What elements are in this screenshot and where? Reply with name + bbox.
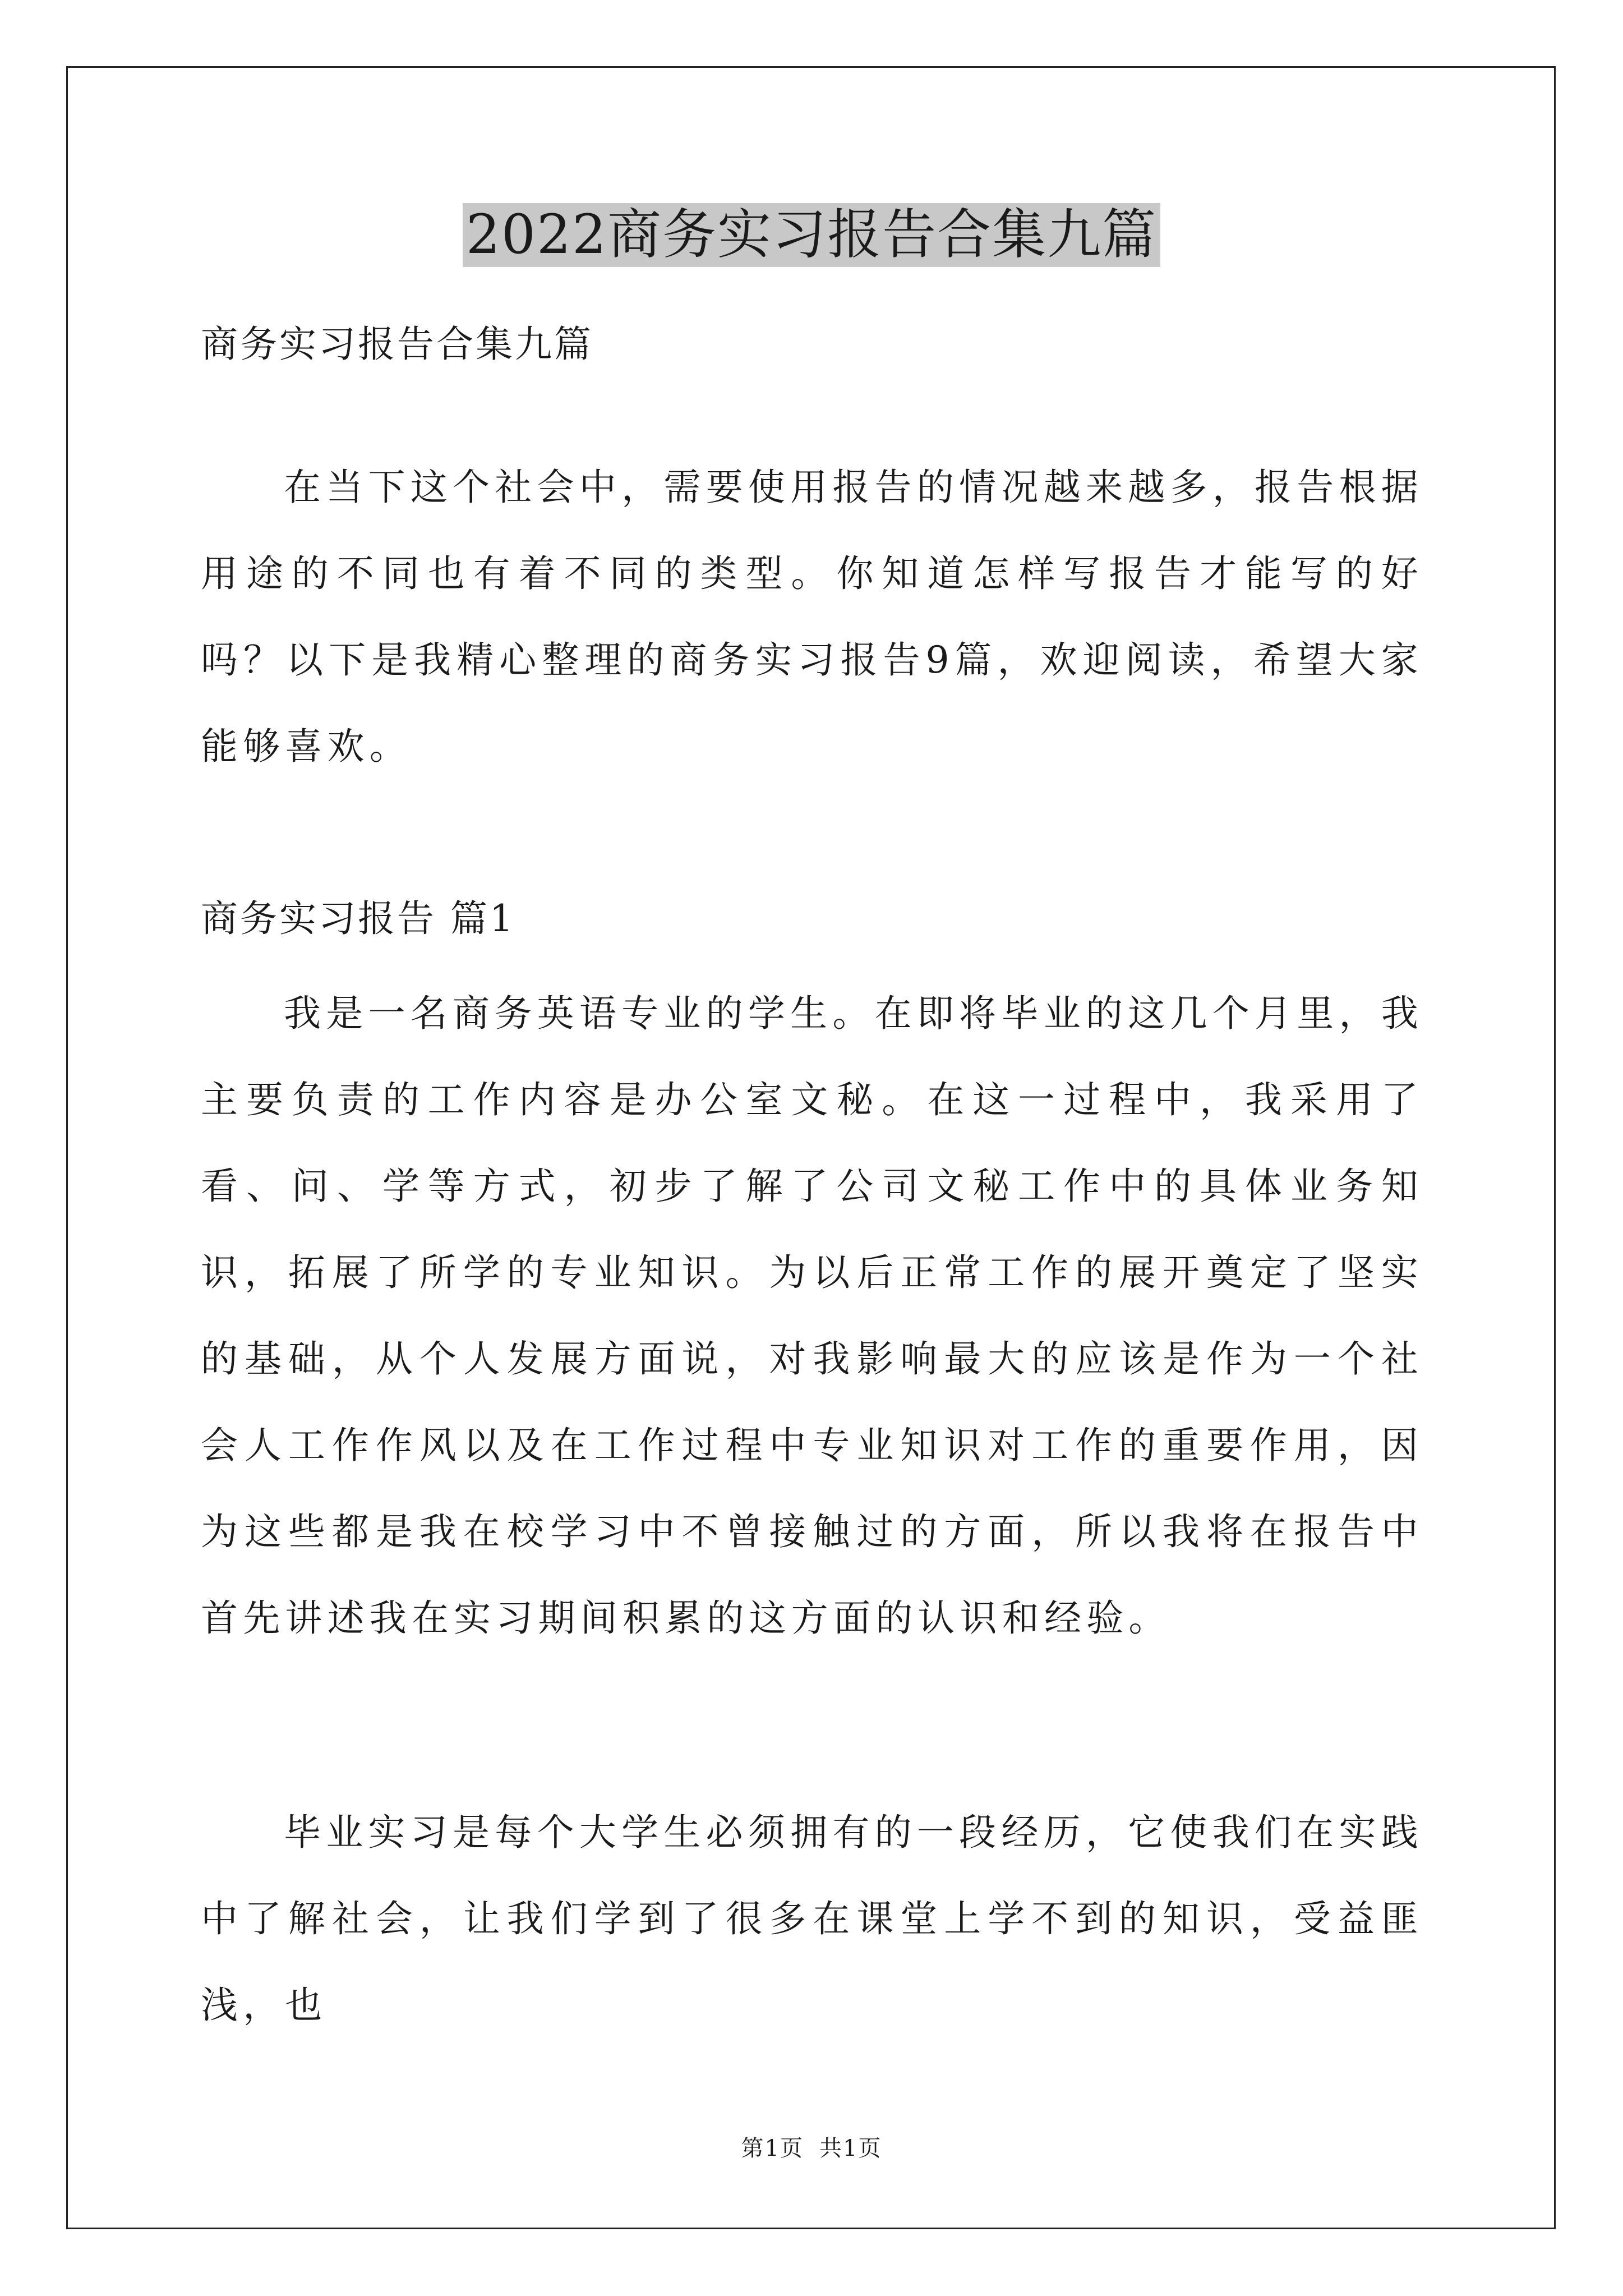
section-heading: 商务实习报告 篇1: [201, 897, 515, 940]
document-title-text: 2022商务实习报告合集九篇: [463, 203, 1160, 267]
body-paragraph-2: 毕业实习是每个大学生必须拥有的一段经历，它使我们在实践中了解社会，让我们学到了很多在课堂上学不到的知识，受益匪浅，也: [201, 1811, 1423, 2027]
page-number-current: 第1页: [741, 2136, 804, 2161]
document-subtitle: 商务实习报告合集九篇: [201, 323, 593, 366]
body-paragraph-1: 我是一名商务英语专业的学生。在即将毕业的这几个月里，我主要负责的工作内容是办公室文秘。在这一过程中，我采用了看、问、学等方式，初步了解了公司文秘工作中的具体业务知识，拓展了所学的专业知识。为以后正常工作的展开奠定了坚实的基础，从个人发展方面说，对我影响最大的应该是作为一个社会人工作作风以及在工作过程中专业知识对工作的重要作用，因为这些都是我在校学习中不曾接触过的方面，所以我将在报告中首先讲述我在实习期间积累的这方面的认识和经验。: [201, 992, 1423, 1640]
document-title: [0, 203, 1623, 267]
page-number-total: 共1页: [819, 2136, 882, 2161]
intro-paragraph: 在当下这个社会中，需要使用报告的情况越来越多，报告根据用途的不同也有着不同的类型。你知道怎样写报告才能写的好吗？以下是我精心整理的商务实习报告9篇，欢迎阅读，希望大家能够喜欢。: [201, 466, 1423, 768]
page-footer: [0, 2131, 1623, 2162]
